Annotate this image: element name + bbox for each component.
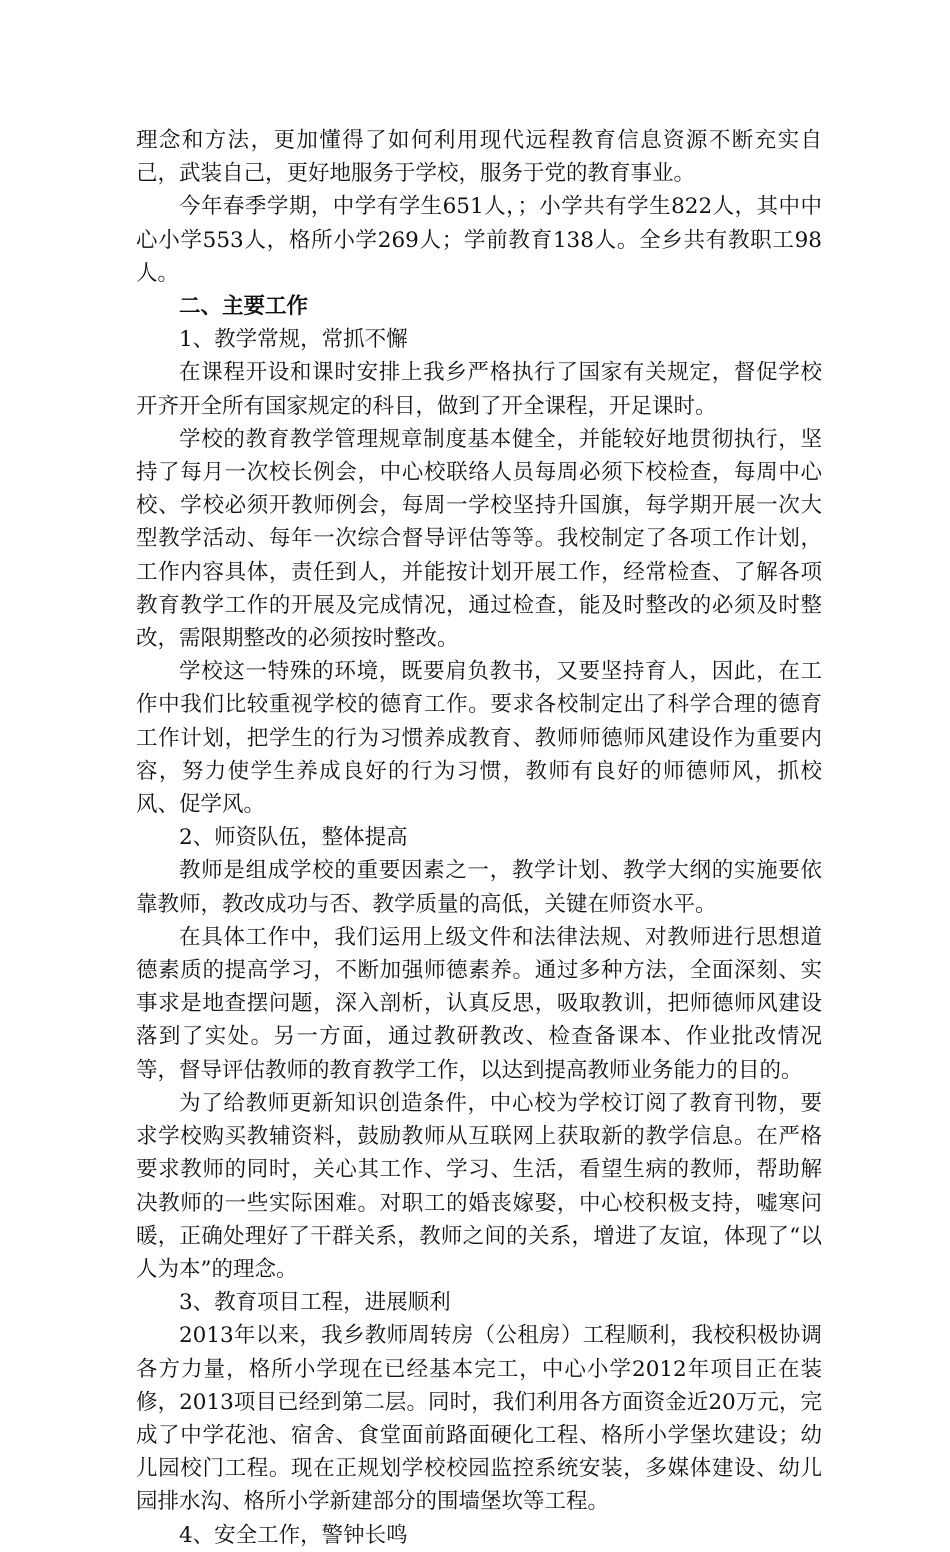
paragraph-construction-projects: 2013年以来，我乡教师周转房（公租房）工程顺利，我校积极协调各方力量，格所小学现在已经基本完工，中心小学2012年项目正在装修，2013项目已经到第二层。同时，我们利用各方面资金近20万元，完成了中学花池、宿舍、食堂面前路面硬化工程、格所小学堡坎建设；幼儿园校门工程。现在正规划学校校园监控系统安装，多媒体建设、幼儿园排水沟、格所小学新建部分的围墙堡坎等工程。 — [136, 1323, 823, 1515]
paragraph-teacher-importance: 教师是组成学校的重要因素之一，教学计划、教学大纲的实施要依靠教师，教改成功与否、教学质量的高低，关键在师资水平。 — [136, 858, 822, 917]
paragraph-curriculum: 在课程开设和课时安排上我乡严格执行了国家有关规定，督促学校开齐开全所有国家规定的科目，做到了开全课程，开足课时。 — [136, 360, 822, 419]
paragraph-continued: 理念和方法，更加懂得了如何利用现代远程教育信息资源不断充实自己，武装自己，更好地服务于学校，服务于党的教育事业。 — [136, 128, 822, 187]
paragraph-management-rules: 学校的教育教学管理规章制度基本健全，并能较好地贯彻执行，坚持了每月一次校长例会，中心校联络人员每周必须下校检查，每周中心校、学校必须开教师例会，每周一学校坚持升国旗，每学期开展一次大型教学活动、每年一次综合督导评估等等。我校制定了各项工作计划，工作内容具体，责任到人，并能按计划开展工作，经常检查、了解各项教育教学工作的开展及完成情况，通过检查，能及时整改的必须及时整改，需限期整改的必须按时整改。 — [136, 426, 822, 652]
paragraph-student-statistics: 今年春季学期，中学有学生651人，；小学共有学生822人，其中中心小学553人，格所小学269人；学前教育138人。全乡共有教职工98人。 — [136, 194, 822, 286]
document-body — [136, 124, 822, 1552]
paragraph-teacher-ethics: 在具体工作中，我们运用上级文件和法律法规、对教师进行思想道德素质的提高学习，不断加强师德素养。通过多种方法，全面深刻、实事求是地查摆问题，深入剖析，认真反思，吸取教训，把师德师风建设落到了实处。另一方面，通过教研教改、检查备课本、作业批改情况等，督导评估教师的教育教学工作，以达到提高教师业务能力的目的。 — [136, 924, 822, 1083]
subheading-teaching-routine: 1、教学常规，常抓不懈 — [179, 327, 408, 353]
paragraph-moral-education: 学校这一特殊的环境，既要肩负教书，又要坚持育人，因此，在工作中我们比较重视学校的德育工作。要求各校制定出了科学合理的德育工作计划，把学生的行为习惯养成教育、教师师德师风建设作为重要内容，努力使学生养成良好的行为习惯，教师有良好的师德师风，抓校风、促学风。 — [136, 659, 822, 818]
section-heading-main-work: 二、主要工作 — [179, 294, 309, 320]
subheading-teaching-staff: 2、师资队伍，整体提高 — [179, 825, 408, 851]
subheading-education-projects: 3、教育项目工程，进展顺利 — [179, 1290, 451, 1316]
paragraph-teacher-support: 为了给教师更新知识创造条件，中心校为学校订阅了教育刊物，要求学校购买教辅资料，鼓励教师从互联网上获取新的教学信息。在严格要求教师的同时，关心其工作、学习、生活，看望生病的教师，帮助解决教师的一些实际困难。对职工的婚丧嫁娶，中心校积极支持，嘘寒问暖，正确处理好了干群关系，教师之间的关系，增进了友谊，体现了“以人为本”的理念。 — [136, 1090, 822, 1282]
subheading-safety-work: 4、安全工作，警钟长鸣 — [179, 1522, 408, 1548]
